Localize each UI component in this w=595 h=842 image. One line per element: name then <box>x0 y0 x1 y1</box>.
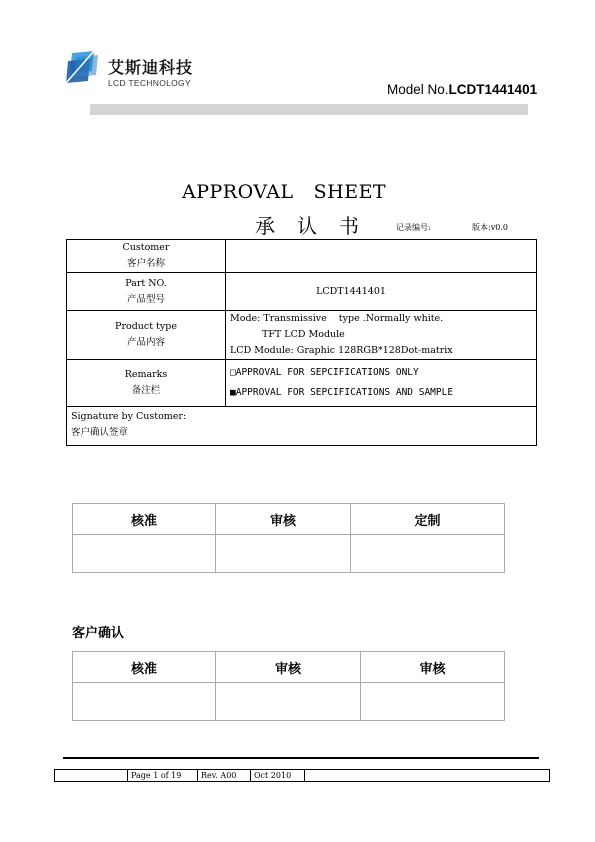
customer-approve-header: 核准 <box>73 652 216 683</box>
product-resolution-text: LCD Module: Graphic 128RGB*128Dot-matrix <box>230 345 453 356</box>
signature-row <box>67 407 537 446</box>
signature-cell[interactable] <box>67 407 537 446</box>
title-english <box>182 181 406 203</box>
record-number-label: 记录编号: <box>396 223 431 232</box>
part-number-label-cn: 产品型号 <box>126 293 165 305</box>
company-logo-icon <box>64 51 102 85</box>
internal-custom-sign-cell[interactable] <box>351 535 505 573</box>
part-number-row <box>67 273 537 311</box>
footer-date: Oct 2010 <box>251 770 305 782</box>
customer-label <box>67 240 226 273</box>
remarks-options <box>226 360 537 407</box>
customer-confirm-table <box>72 651 505 721</box>
remark-option-specs-only[interactable]: □APPROVAL FOR SEPCIFICATIONS ONLY <box>230 367 419 378</box>
internal-approval-signatures <box>73 535 505 573</box>
internal-custom-header: 定制 <box>351 504 505 535</box>
header-divider-bar <box>90 104 528 115</box>
signature-label-en: Signature by Customer: <box>71 411 187 422</box>
company-name-en: LCD TECHNOLOGY <box>108 78 191 88</box>
product-type-value <box>226 311 537 360</box>
internal-approval-table <box>72 503 505 573</box>
footer-blank-cell <box>55 770 128 782</box>
model-label: Model No. <box>387 82 449 97</box>
product-type-label-en: Product type <box>115 321 177 332</box>
customer-confirm-signatures <box>73 683 505 721</box>
internal-approve-sign-cell[interactable] <box>73 535 216 573</box>
footer-info-table <box>54 769 550 782</box>
footer-revision: Rev. A00 <box>198 770 251 782</box>
remarks-row <box>67 360 537 407</box>
product-mode-text: Mode: Transmissive type .Normally white. <box>230 313 444 324</box>
signature-label-cn: 客户确认签章 <box>71 427 129 438</box>
remarks-label <box>67 360 226 407</box>
part-number-label-en: Part NO. <box>125 277 167 289</box>
company-name-cn: 艾斯迪科技 <box>108 58 194 77</box>
remarks-label-cn: 备注栏 <box>131 385 161 396</box>
customer-confirm-header <box>73 652 505 683</box>
internal-review-sign-cell[interactable] <box>216 535 351 573</box>
customer-review2-header: 审核 <box>361 652 505 683</box>
internal-approve-header: 核准 <box>73 504 216 535</box>
footer-blank-cell-end <box>305 770 550 782</box>
approval-info-table <box>66 239 537 446</box>
customer-value-cell[interactable] <box>226 240 537 273</box>
internal-review-header: 审核 <box>216 504 351 535</box>
footer-page: Page 1 of 19 <box>128 770 198 782</box>
remarks-label-en: Remarks <box>124 369 168 380</box>
footer-divider <box>63 757 539 759</box>
customer-confirm-label: 客户确认 <box>72 626 125 641</box>
customer-label-en: Customer <box>122 242 170 253</box>
product-type-label-cn: 产品内容 <box>126 337 165 348</box>
version-label: 版本:v0.0 <box>472 223 508 232</box>
product-type-label <box>67 311 226 360</box>
remark-option-specs-and-sample[interactable]: ■APPROVAL FOR SEPCIFICATIONS AND SAMPLE <box>230 387 454 398</box>
product-type-row <box>67 311 537 360</box>
part-number-value: LCDT1441401 <box>226 273 537 311</box>
title-word-sheet: SHEET <box>313 181 387 203</box>
title-word-approval: APPROVAL <box>182 181 294 203</box>
model-number <box>387 82 537 97</box>
customer-review-sign-cell[interactable] <box>216 683 361 721</box>
product-module-text: TFT LCD Module <box>262 329 345 340</box>
footer-row <box>55 770 550 782</box>
internal-approval-header <box>73 504 505 535</box>
part-number-label <box>67 273 226 311</box>
customer-approve-sign-cell[interactable] <box>73 683 216 721</box>
customer-label-cn: 客户名称 <box>126 258 165 269</box>
customer-review-header: 审核 <box>216 652 361 683</box>
customer-review2-sign-cell[interactable] <box>361 683 505 721</box>
customer-row <box>67 240 537 273</box>
model-value: LCDT1441401 <box>448 82 538 97</box>
title-chinese: 承认书 <box>255 214 381 238</box>
